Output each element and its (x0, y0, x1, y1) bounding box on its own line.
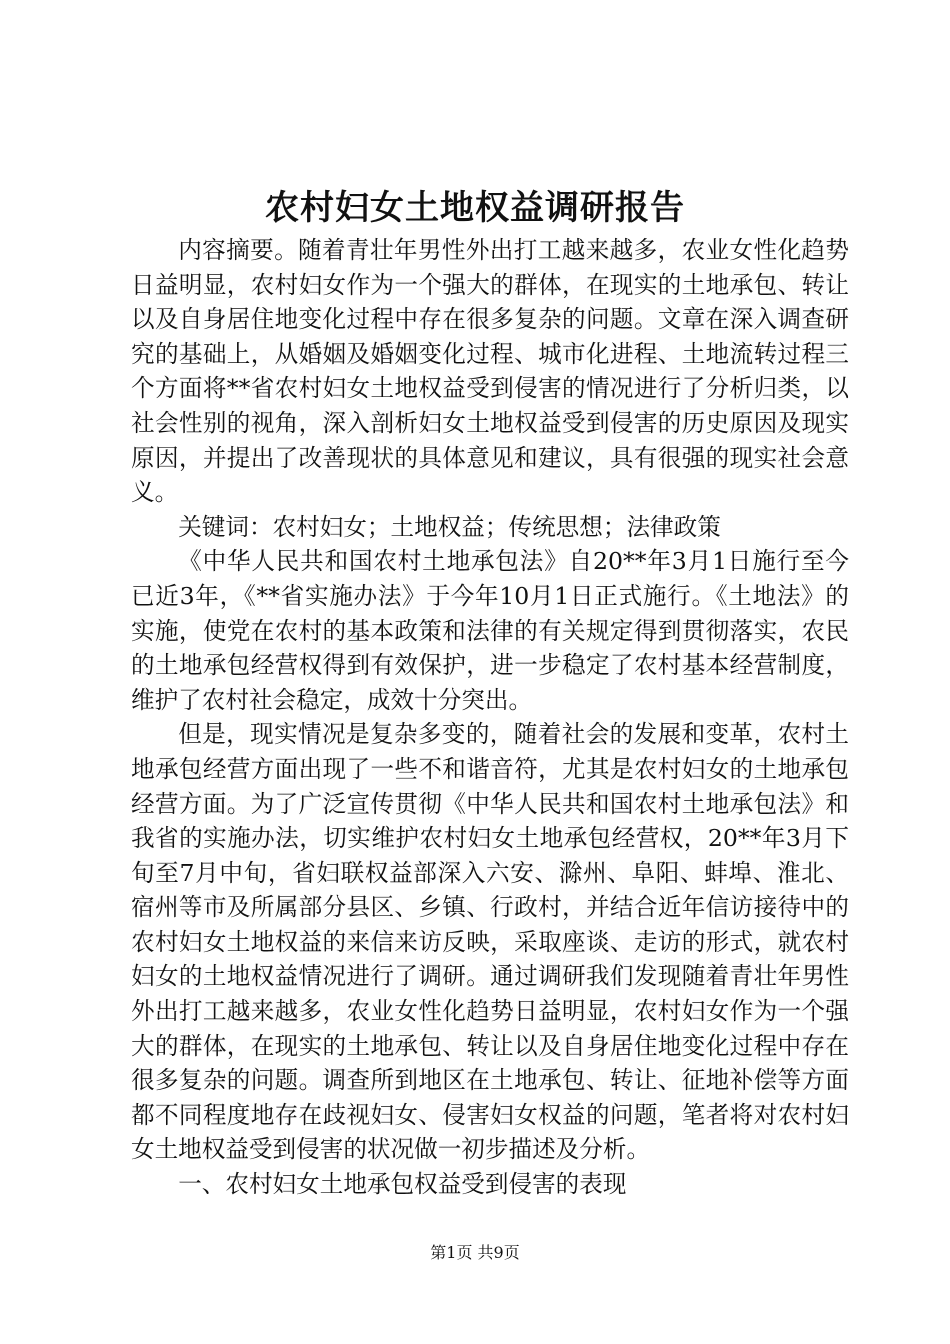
body-paragraph: 《中华人民共和国农村土地承包法》自20**年3月1日施行至今已近3年，《**省实施办法》于今年10月1日正式施行。《土地法》的实施，使党在农村的基本政策和法律的有关规定得到贯彻落实，农民的土地承包经营权得到有效保护，进一步稳定了农村基本经营制度，维护了农村社会稳定，成效十分突出。 (131, 547, 849, 714)
body-paragraph: 但是，现实情况是复杂多变的，随着社会的发展和变革，农村土地承包经营方面出现了一些不和谐音符，尤其是农村妇女的土地承包经营方面。为了广泛宣传贯彻《中华人民共和国农村土地承包法》和我省的实施办法，切实维护农村妇女土地承包经营权，20**年3月下旬至7月中旬，省妇联权益部深入六安、滁州、阜阳、蚌埠、淮北、宿州等市及所属部分县区、乡镇、行政村，并结合近年信访接待中的农村妇女土地权益的来信来访反映，采取座谈、走访的形式，就农村妇女的土地权益情况进行了调研。通过调研我们发现随着青壮年男性外出打工越来越多，农业女性化趋势日益明显，农村妇女作为一个强大的群体，在现实的土地承包、转让以及自身居住地变化过程中存在很多复杂的问题。调查所到地区在土地承包、转让、征地补偿等方面都不同程度地存在歧视妇女、侵害妇女权益的问题，笔者将对农村妇女土地权益受到侵害的状况做一初步描述及分析。 (131, 720, 849, 1164)
keywords-paragraph: 关键词：农村妇女；土地权益；传统思想；法律政策 (178, 512, 721, 541)
document-title: 农村妇女土地权益调研报告 (265, 188, 685, 228)
abstract-paragraph: 内容摘要。随着青壮年男性外出打工越来越多，农业女性化趋势日益明显，农村妇女作为一个强大的群体，在现实的土地承包、转让以及自身居住地变化过程中存在很多复杂的问题。文章在深入调查研究的基础上，从婚姻及婚姻变化过程、城市化进程、土地流转过程三个方面将**省农村妇女土地权益受到侵害的情况进行了分析归类，以社会性别的视角，深入剖析妇女土地权益受到侵害的历史原因及现实原因，并提出了改善现状的具体意见和建议，具有很强的现实社会意义。 (131, 236, 849, 507)
page-number-footer: 第1页 共9页 (430, 1243, 520, 1262)
section-heading: 一、农村妇女土地承包权益受到侵害的表现 (178, 1170, 627, 1199)
document-body (131, 233, 849, 1202)
